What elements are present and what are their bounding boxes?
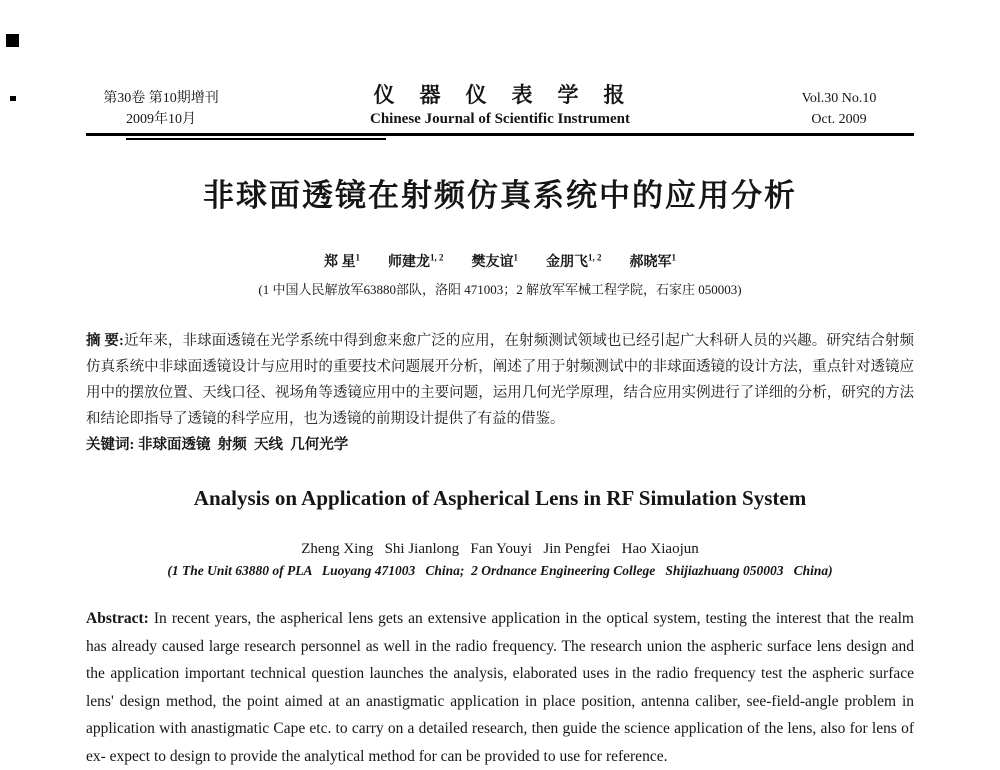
journal-title-en: Chinese Journal of Scientific Instrument [370,111,630,127]
scan-artifact [6,34,19,47]
header-volume-info [764,88,914,130]
affiliation-cn: (1 中国人民解放军63880部队，洛阳 471003；2 解放军军械工程学院，石家庄 050003) [258,282,742,297]
abstract-cn [86,328,914,432]
keywords-cn [86,432,914,458]
author-name: 金朋飞$^{1, 2}$ [546,252,602,270]
abstract-en [86,605,914,770]
authors-cn [86,251,914,271]
author-affiliation-superscript: 1, 2 [430,252,444,263]
author-affiliation-superscript: 1 [355,252,360,263]
volume-issue-line: 第30卷 第10期增刊 [103,91,219,106]
author-name: 郝晓军$^1$ [629,252,676,270]
author-affiliation-superscript: 1, 2 [588,252,602,263]
abstract-en-text: In recent years, the aspherical lens gets an extensive application in the optical system, testing the interest that the realm has already caused large research personnel as well in the radio frequency. The research union the aspheric surface lens design and the application important technical question launches the analysis, elaborated uses in the radio frequency test the aspheric surface lens' design method, the point aimed at an anastigmatic application in place position, antenna caliber, see-field-angle problem in application with anastigmatic Cape etc. to carry on a detailed research, then guide the science application of the lens, also for lens of ex- expect to design to provide the analytical method for can be provided to use for reference. [86,610,914,765]
abstract-cn-label: 摘 要: [86,333,124,349]
paper-title-en: Analysis on Application of Aspherical Lens in RF Simulation System [193,486,807,510]
author-affiliation-superscript: 1 [513,252,518,263]
volume-number-line: Vol.30 No.10 [801,91,877,106]
affiliation-en: (1 The Unit 63880 of PLA Luoyang 471003 China; 2 Ordnance Engineering College Shijiazhuang 050003 China) [167,563,833,578]
journal-title-block [370,82,630,130]
header-divider-rule [86,133,914,136]
keywords-label: 关键词: [86,437,135,453]
journal-header [86,82,914,130]
date-line-en: Oct. 2009 [811,112,867,127]
author-name: 樊友谊$^1$ [471,252,518,270]
authors-en: Zheng Xing Shi Jianlong Fan Youyi Jin Pengfei Hao Xiaojun [301,541,699,557]
date-line-cn: 2009年10月 [126,112,196,127]
header-issue-info [86,88,236,130]
paper-title-cn: 非球面透镜在射频仿真系统中的应用分析 [203,178,797,213]
journal-title-cn: 仪 器 仪 表 学 报 [373,83,627,107]
author-name: 师建龙$^{1, 2}$ [388,252,444,270]
author-affiliation-superscript: 1 [671,252,676,263]
abstract-en-label: Abstract: [86,610,149,627]
abstract-cn-text: 近年来，非球面透镜在光学系统中得到愈来愈广泛的应用，在射频测试领域也已经引起广大科研人员的兴趣。研究结合射频仿真系统中非球面透镜设计与应用时的重要技术问题展开分析，阐述了用于射频测试中的非球面透镜的设计方法，重点针对透镜应用中的摆放位置、天线口径、视场角等透镜应用中的主要问题，运用几何光学原理，结合应用实例进行了详细的分析，研究的方法和结论即指导了透镜的科学应用，也为透镜的前期设计提供了有益的借鉴。 [86,333,914,427]
scan-artifact [10,96,16,101]
author-name: 郑 星$^1$ [324,252,360,270]
keywords-text: 非球面透镜 射频 天线 几何光学 [134,437,349,453]
